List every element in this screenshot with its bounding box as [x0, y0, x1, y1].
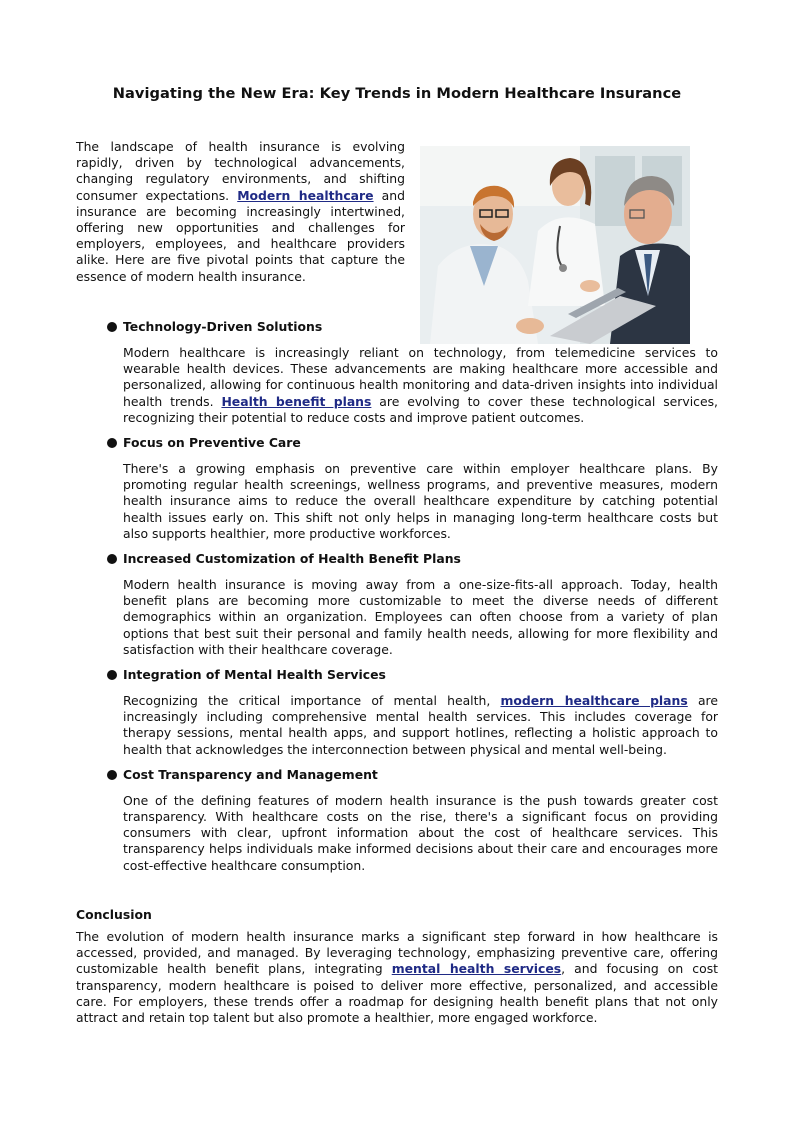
bullet-icon — [107, 554, 117, 564]
bullet-icon — [107, 670, 117, 680]
intro-text: The landscape of health insurance is evolving rapidly, driven by technological advancements, changing regulatory environments, and shifting consumer expectations. — [76, 139, 405, 203]
bullet-icon — [107, 322, 117, 332]
list-item-text: Modern health insurance is moving away from a one-size-fits-all approach. Today, health benefit plans are becoming more customizable to meet the diverse needs of different demographics within an organization. Employees can often choose from a variety of plan options that best suit their personal and family health needs, allowing for more flexibility and satisfaction with their healthcare coverage. — [123, 577, 718, 657]
list-item-heading-text: Focus on Preventive Care — [123, 435, 301, 451]
list-item-heading — [76, 767, 718, 783]
bullet-icon — [107, 770, 117, 780]
list-item-text: There's a growing emphasis on preventive care within employer healthcare plans. By promoting regular health screenings, wellness programs, and preventive measures, modern health insurance aims to reduce the overall healthcare expenditure by catching potential health issues early on. This shift not only helps in managing long-term healthcare costs but also supports healthier, more productive workforces. — [123, 461, 718, 541]
modern-healthcare-plans-link[interactable]: modern healthcare plans — [500, 693, 688, 709]
list-item — [76, 667, 718, 758]
list-item-text-part: are increasingly including comprehensive mental health services. This includes coverage for therapy sessions, mental health apps, and support hotlines, reflecting a holistic approach to health that acknowledges the interconnection between physical and mental well-being. — [123, 693, 718, 757]
intro-paragraph — [76, 139, 405, 285]
list-item-text-part: are evolving to cover these technological services, recognizing their potential to reduce costs and improve patient outcomes. — [123, 393, 718, 425]
conclusion-text: The evolution of modern health insurance marks a significant step forward in how healthcare is accessed, provided, and managed. By leveraging technology, emphasizing preventive care, offering customizable health benefit plans, integrating — [76, 929, 718, 977]
conclusion-paragraph — [76, 929, 718, 1026]
conclusion-text-continued: , and focusing on cost transparency, modern healthcare is poised to deliver more effective, personalized, and accessible care. For employers, these trends offer a roadmap for designing health benefit plans that not only attract and retain top talent but also promote a healthier, more engaged workforce. — [76, 961, 719, 1026]
list-item-heading — [76, 667, 718, 683]
conclusion-heading: Conclusion — [76, 907, 152, 922]
list-item-text — [123, 693, 718, 758]
health-benefit-plans-link[interactable]: Health benefit plans — [221, 393, 372, 409]
list-item-text: One of the defining features of modern health insurance is the push towards greater cost transparency. With healthcare costs on the rise, there's a significant focus on providing consumers with clear, upfront information about the cost of healthcare services. This transparency helps individuals make informed decisions about their care and encourages more cost-effective healthcare consumption. — [123, 792, 718, 873]
bullet-icon — [107, 438, 117, 448]
intro-text-continued: and insurance are becoming increasingly intertwined, offering new opportunities and challenges for employers, employees, and healthcare providers alike. Here are five pivotal points that capture the essence of modern health insurance. — [76, 187, 405, 284]
list-item-heading-text: Technology-Driven Solutions — [123, 319, 323, 334]
list-item-heading — [76, 319, 718, 335]
list-item — [76, 319, 718, 426]
conclusion-section — [76, 907, 718, 1026]
mental-health-services-link[interactable]: mental health services — [391, 961, 562, 977]
list-item-heading-text: Increased Customization of Health Benefit Plans — [123, 551, 461, 567]
list-item-heading-text: Integration of Mental Health Services — [123, 667, 386, 683]
trends-list — [76, 319, 718, 883]
list-item-text-part: Recognizing the critical importance of mental health, — [123, 693, 501, 709]
modern-healthcare-link[interactable]: Modern healthcare — [237, 187, 374, 203]
list-item-heading — [76, 551, 718, 567]
list-item — [76, 551, 718, 658]
list-item-text-part: Modern healthcare is increasingly reliant on technology, from telemedicine services to wearable health devices. These advancements are making healthcare more accessible and personalized, allowing for continuous health monitoring and data-driven insights into individual health trends. — [123, 345, 718, 409]
list-item-text — [123, 345, 718, 426]
list-item — [76, 435, 718, 542]
doctors-photo — [420, 146, 690, 344]
list-item-heading — [76, 435, 718, 451]
page-title: Navigating the New Era: Key Trends in Modern Healthcare Insurance — [112, 85, 682, 102]
list-item — [76, 767, 718, 874]
list-item-heading-text: Cost Transparency and Management — [123, 766, 378, 782]
